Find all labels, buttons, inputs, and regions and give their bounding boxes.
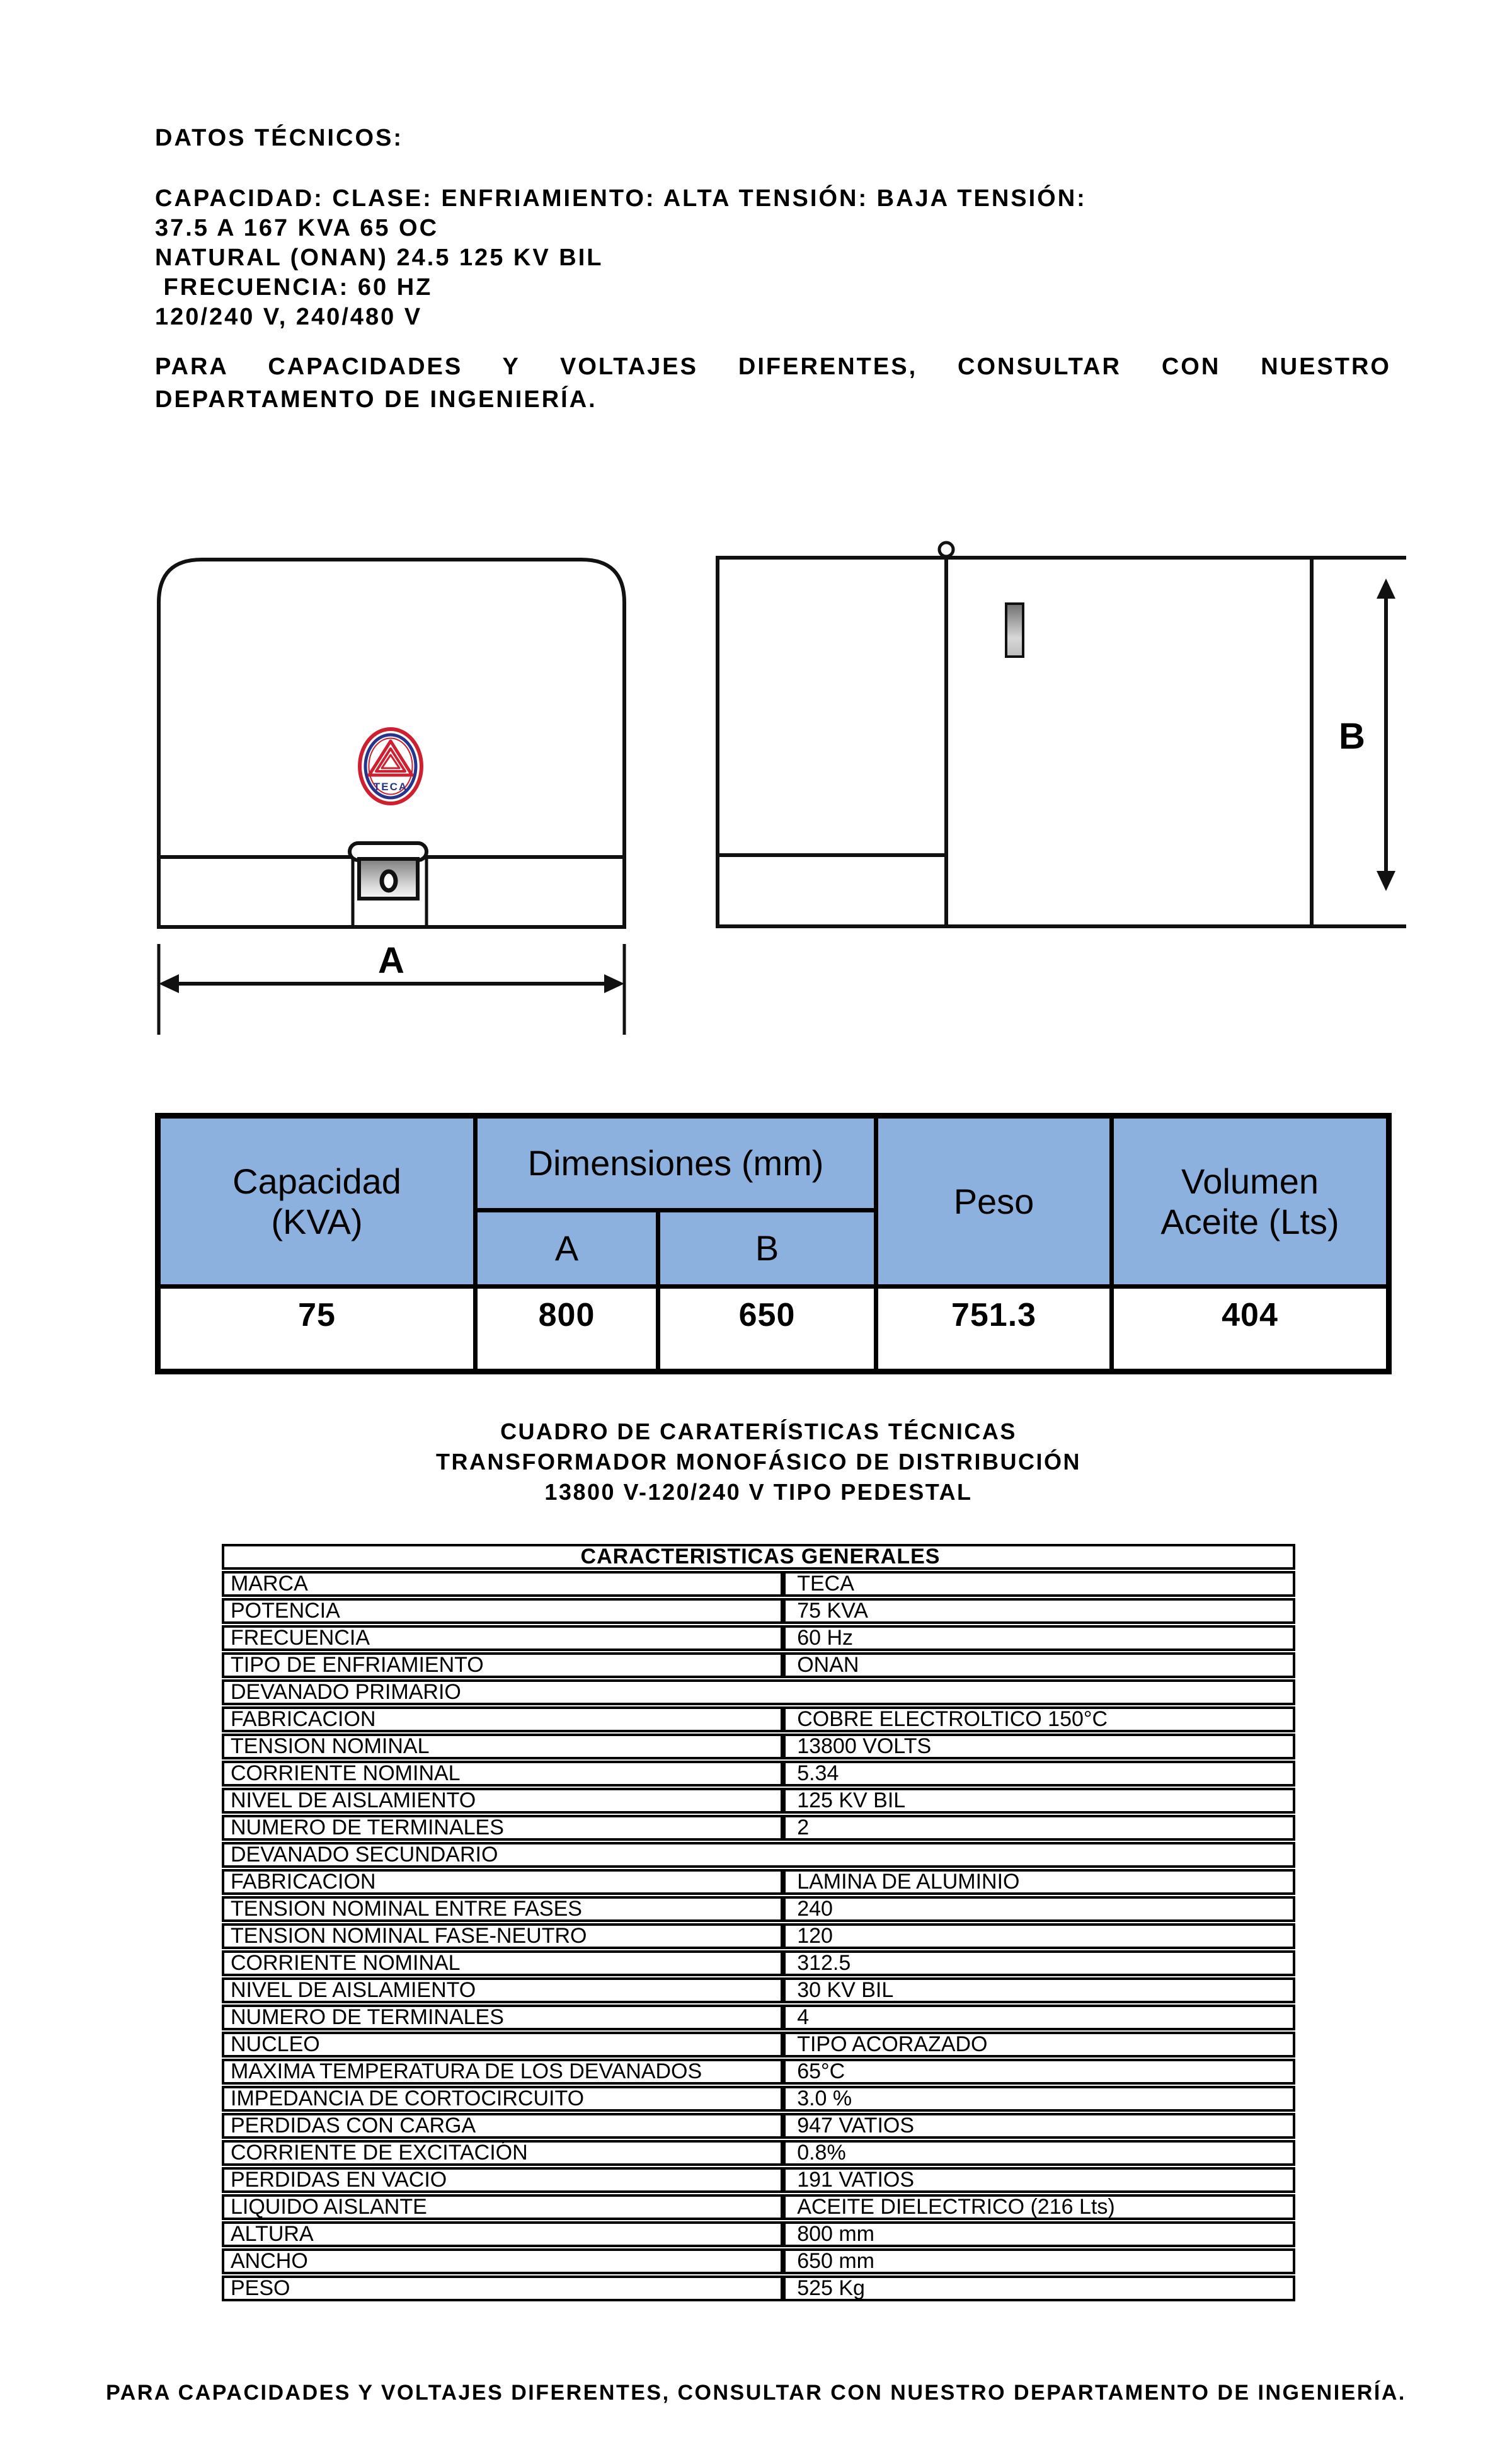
- section-row: [222, 1842, 1295, 1868]
- row-value: 75 KVA: [783, 1598, 1295, 1624]
- row-label: PESO: [222, 2276, 783, 2301]
- table-row: [222, 2167, 1295, 2193]
- row-value: TIPO ACORAZADO: [783, 2032, 1295, 2057]
- row-value: ACEITE DIELECTRICO (216 Lts): [783, 2194, 1295, 2220]
- row-label: TENSION NOMINAL FASE-NEUTRO: [222, 1923, 783, 1949]
- row-label: CORRIENTE DE EXCITACIÓN: [222, 2140, 783, 2166]
- row-value: 800 mm: [783, 2221, 1295, 2247]
- row-label: PERDIDAS CON CARGA: [222, 2113, 783, 2139]
- side-view-drawing: [718, 543, 1406, 926]
- teca-logo: [357, 726, 425, 808]
- cell-dim-b: 650: [658, 1287, 876, 1372]
- row-value: 5.34: [783, 1761, 1295, 1787]
- table-row: [222, 1869, 1295, 1895]
- row-label: FABRICACION: [222, 1706, 783, 1732]
- table-row: [222, 2248, 1295, 2274]
- row-value: 240: [783, 1896, 1295, 1922]
- col-header-b: B: [658, 1211, 876, 1287]
- cell-volumen: 404: [1112, 1287, 1389, 1372]
- row-label: TENSION NOMINAL ENTRE FASES: [222, 1896, 783, 1922]
- row-label: NIVEL DE AISLAMIENTO: [222, 1788, 783, 1814]
- dim-b-arrowhead-top: [1377, 578, 1395, 599]
- spec-line: FRECUENCIA: 60 HZ: [155, 274, 433, 301]
- page-title: DATOS TÉCNICOS:: [155, 125, 404, 151]
- table-row: [222, 2276, 1295, 2301]
- table-row: [222, 2086, 1295, 2112]
- cuadro-heading-line3: 13800 V-120/240 V TIPO PEDESTAL: [544, 1479, 973, 1505]
- row-label: MAXIMA TEMPERATURA DE LOS DEVANADOS: [222, 2059, 783, 2085]
- table-row: [222, 1950, 1295, 1976]
- table-row: [222, 1923, 1295, 1949]
- row-value: 120: [783, 1923, 1295, 1949]
- dim-b-arrowhead-bottom: [1377, 871, 1395, 891]
- table-row: [222, 1815, 1295, 1841]
- col-header-a: A: [476, 1211, 658, 1287]
- dimension-a: [159, 940, 624, 1035]
- cell-peso: 751.3: [876, 1287, 1112, 1372]
- row-value: 4: [783, 2005, 1295, 2030]
- transformer-drawings: [0, 492, 1512, 1059]
- row-label: FABRICACION: [222, 1869, 783, 1895]
- table-title-row: [222, 1544, 1295, 1570]
- row-label: LIQUIDO AISLANTE: [222, 2194, 783, 2220]
- table-row: [222, 1761, 1295, 1787]
- latch-keyhole: [382, 872, 396, 890]
- row-value: 3.0 %: [783, 2086, 1295, 2112]
- capacidad-line2: (KVA): [271, 1201, 363, 1241]
- table-row: [222, 2140, 1295, 2166]
- row-value: 525 Kg: [783, 2276, 1295, 2301]
- table-row: [222, 1571, 1295, 1597]
- col-header-dimensiones: Dimensiones (mm): [476, 1116, 876, 1211]
- lifting-lug-circle: [939, 543, 953, 556]
- cell-dim-a: 800: [476, 1287, 658, 1372]
- row-label: MARCA: [222, 1571, 783, 1597]
- row-label: NUMERO DE TERMINALES: [222, 2005, 783, 2030]
- dim-b-label: B: [1339, 716, 1365, 757]
- table-row: [222, 1788, 1295, 1814]
- table-row: [222, 2005, 1295, 2030]
- dim-a-arrowhead-right: [604, 974, 624, 993]
- cuadro-heading: [222, 1417, 1295, 1507]
- row-value: ONAN: [783, 1652, 1295, 1678]
- col-header-capacidad: [158, 1116, 476, 1287]
- table-row: [222, 2194, 1295, 2220]
- spec-line: CAPACIDAD: CLASE: ENFRIAMIENTO: ALTA TENSIÓN: BAJA TENSIÓN:: [155, 185, 1087, 212]
- row-label: NUMERO DE TERMINALES: [222, 1815, 783, 1841]
- section-label: DEVANADO SECUNDARIO: [222, 1842, 1295, 1868]
- col-header-peso: Peso: [876, 1116, 1112, 1287]
- row-value: 30 KV BIL: [783, 1977, 1295, 2003]
- row-value: 312.5: [783, 1950, 1295, 1976]
- table-row: [222, 1977, 1295, 2003]
- cuadro-heading-line1: CUADRO DE CARATERÍSTICAS TÉCNICAS: [500, 1418, 1017, 1444]
- row-value: TECA: [783, 1571, 1295, 1597]
- row-label: NIVEL DE AISLAMIENTO: [222, 1977, 783, 2003]
- dimensions-summary-table: [155, 1113, 1392, 1374]
- row-label: CORRIENTE NOMINAL: [222, 1761, 783, 1787]
- spec-line: 120/240 V, 240/480 V: [155, 304, 423, 330]
- table-row: [222, 2113, 1295, 2139]
- row-label: ALTURA: [222, 2221, 783, 2247]
- table-row: [222, 2032, 1295, 2057]
- dim-a-label: A: [378, 940, 404, 981]
- row-label: FRECUENCIA: [222, 1625, 783, 1651]
- capacidad-line1: Capacidad: [232, 1161, 401, 1201]
- front-view-drawing: [159, 560, 624, 1035]
- table-row: [222, 1625, 1295, 1651]
- volumen-line1: Volumen: [1181, 1161, 1319, 1201]
- logo-brand-text: TECA: [373, 781, 408, 793]
- table-row: [222, 1734, 1295, 1759]
- spec-line: 37.5 A 167 KVA 65 OC: [155, 215, 439, 241]
- row-value: 2: [783, 1815, 1295, 1841]
- row-value: 65°C: [783, 2059, 1295, 2085]
- row-value: 13800 VOLTS: [783, 1734, 1295, 1759]
- row-value: 947 VATIOS: [783, 2113, 1295, 2139]
- row-label: POTENCIA: [222, 1598, 783, 1624]
- technical-data-block: [155, 184, 1087, 332]
- row-label: IMPEDANCIA DE CORTOCIRCUITO: [222, 2086, 783, 2112]
- dim-a-arrowhead-left: [159, 974, 179, 993]
- row-label: TIPO DE ENFRIAMIENTO: [222, 1652, 783, 1678]
- table-row: [222, 1598, 1295, 1624]
- table-row: [222, 1706, 1295, 1732]
- engineering-note: PARA CAPACIDADES Y VOLTAJES DIFERENTES, CONSULTAR CON NUESTRO DEPARTAMENTO DE INGENIERÍA.: [155, 354, 1391, 413]
- table-row: [222, 1652, 1295, 1678]
- row-label: CORRIENTE NOMINAL: [222, 1950, 783, 1976]
- row-value: 60 Hz: [783, 1625, 1295, 1651]
- table-row: [222, 2059, 1295, 2085]
- row-label: ANCHO: [222, 2248, 783, 2274]
- row-label: TENSION NOMINAL: [222, 1734, 783, 1759]
- col-header-volumen: [1112, 1116, 1389, 1287]
- row-value: LAMINA DE ALUMINIO: [783, 1869, 1295, 1895]
- row-value: 0.8%: [783, 2140, 1295, 2166]
- cuadro-heading-line2: TRANSFORMADOR MONOFÁSICO DE DISTRIBUCIÓN: [436, 1449, 1081, 1475]
- table-row: [222, 2221, 1295, 2247]
- dimension-b: [1312, 558, 1406, 926]
- volumen-line2: Aceite (Lts): [1160, 1201, 1339, 1241]
- table-row: [222, 1896, 1295, 1922]
- row-label: PERDIDAS EN VACIO: [222, 2167, 783, 2193]
- characteristics-table: [222, 1543, 1295, 2303]
- side-handle: [1006, 604, 1023, 657]
- section-row: [222, 1679, 1295, 1705]
- row-value: COBRE ELECTROLTICO 150°C: [783, 1706, 1295, 1732]
- row-label: NUCLEO: [222, 2032, 783, 2057]
- section-label: DEVANADO PRIMARIO: [222, 1679, 1295, 1705]
- cell-capacidad: 75: [158, 1287, 476, 1372]
- row-value: 650 mm: [783, 2248, 1295, 2274]
- row-value: 191 VATIOS: [783, 2167, 1295, 2193]
- spec-line: NATURAL (ONAN) 24.5 125 KV BIL: [155, 245, 604, 271]
- characteristics-title: CARACTERISTICAS GENERALES: [222, 1544, 1295, 1570]
- footer-note: PARA CAPACIDADES Y VOLTAJES DIFERENTES, CONSULTAR CON NUESTRO DEPARTAMENTO DE INGENIERÍA.: [106, 2381, 1406, 2405]
- row-value: 125 KV BIL: [783, 1788, 1295, 1814]
